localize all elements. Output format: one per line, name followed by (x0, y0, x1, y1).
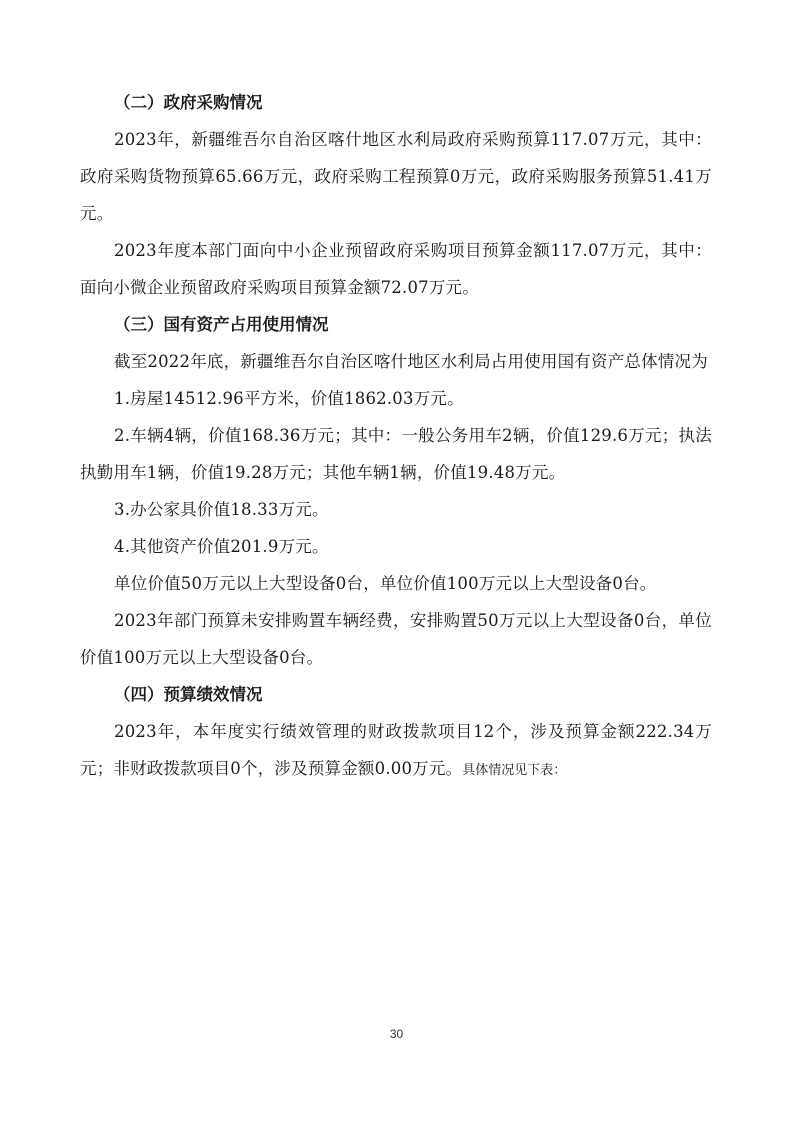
list-item-vehicles: 2.车辆4辆，价值168.36万元；其中：一般公务用车2辆，价值129.6万元；执法执勤用车1辆，价值19.28万元；其他车辆1辆，价值19.48万元。 (80, 426, 712, 482)
paragraph-large-equipment: 单位价值50万元以上大型设备0台，单位价值100万元以上大型设备0台。 (114, 574, 657, 593)
list-item-other-assets: 4.其他资产价值201.9万元。 (114, 537, 329, 556)
paragraph-performance-projects (80, 713, 712, 789)
table-reference-note: 具体情况见下表： (462, 763, 567, 778)
document-body (80, 84, 712, 789)
section-heading-state-assets: （三）国有资产占用使用情况 (114, 315, 329, 334)
paragraph-assets-overview: 截至2022年底，新疆维吾尔自治区喀什地区水利局占用使用国有资产总体情况为 (114, 352, 708, 371)
page-number: 30 (389, 1027, 404, 1041)
list-item-buildings: 1.房屋14512.96平方米，价值1862.03万元。 (114, 389, 464, 408)
section-heading-performance: （四）预算绩效情况 (114, 685, 263, 704)
performance-projects-text: 2023年，本年度实行绩效管理的财政拨款项目12个，涉及预算金额222.34万元；非财政拨款项目0个，涉及预算金额0.00万元。 (80, 722, 712, 778)
paragraph-sme-reserved-budget: 2023年度本部门面向中小企业预留政府采购项目预算金额117.07万元，其中：面向小微企业预留政府采购项目预算金额72.07万元。 (80, 241, 712, 297)
paragraph-vehicle-purchase-budget: 2023年部门预算未安排购置车辆经费，安排购置50万元以上大型设备0台，单位价值100万元以上大型设备0台。 (80, 611, 712, 667)
list-item-office-furniture: 3.办公家具价值18.33万元。 (114, 500, 329, 519)
paragraph-procurement-budget: 2023年，新疆维吾尔自治区喀什地区水利局政府采购预算117.07万元，其中：政府采购货物预算65.66万元，政府采购工程预算0万元，政府采购服务预算51.41万元。 (80, 130, 712, 223)
section-heading-procurement: （二）政府采购情况 (114, 93, 263, 112)
